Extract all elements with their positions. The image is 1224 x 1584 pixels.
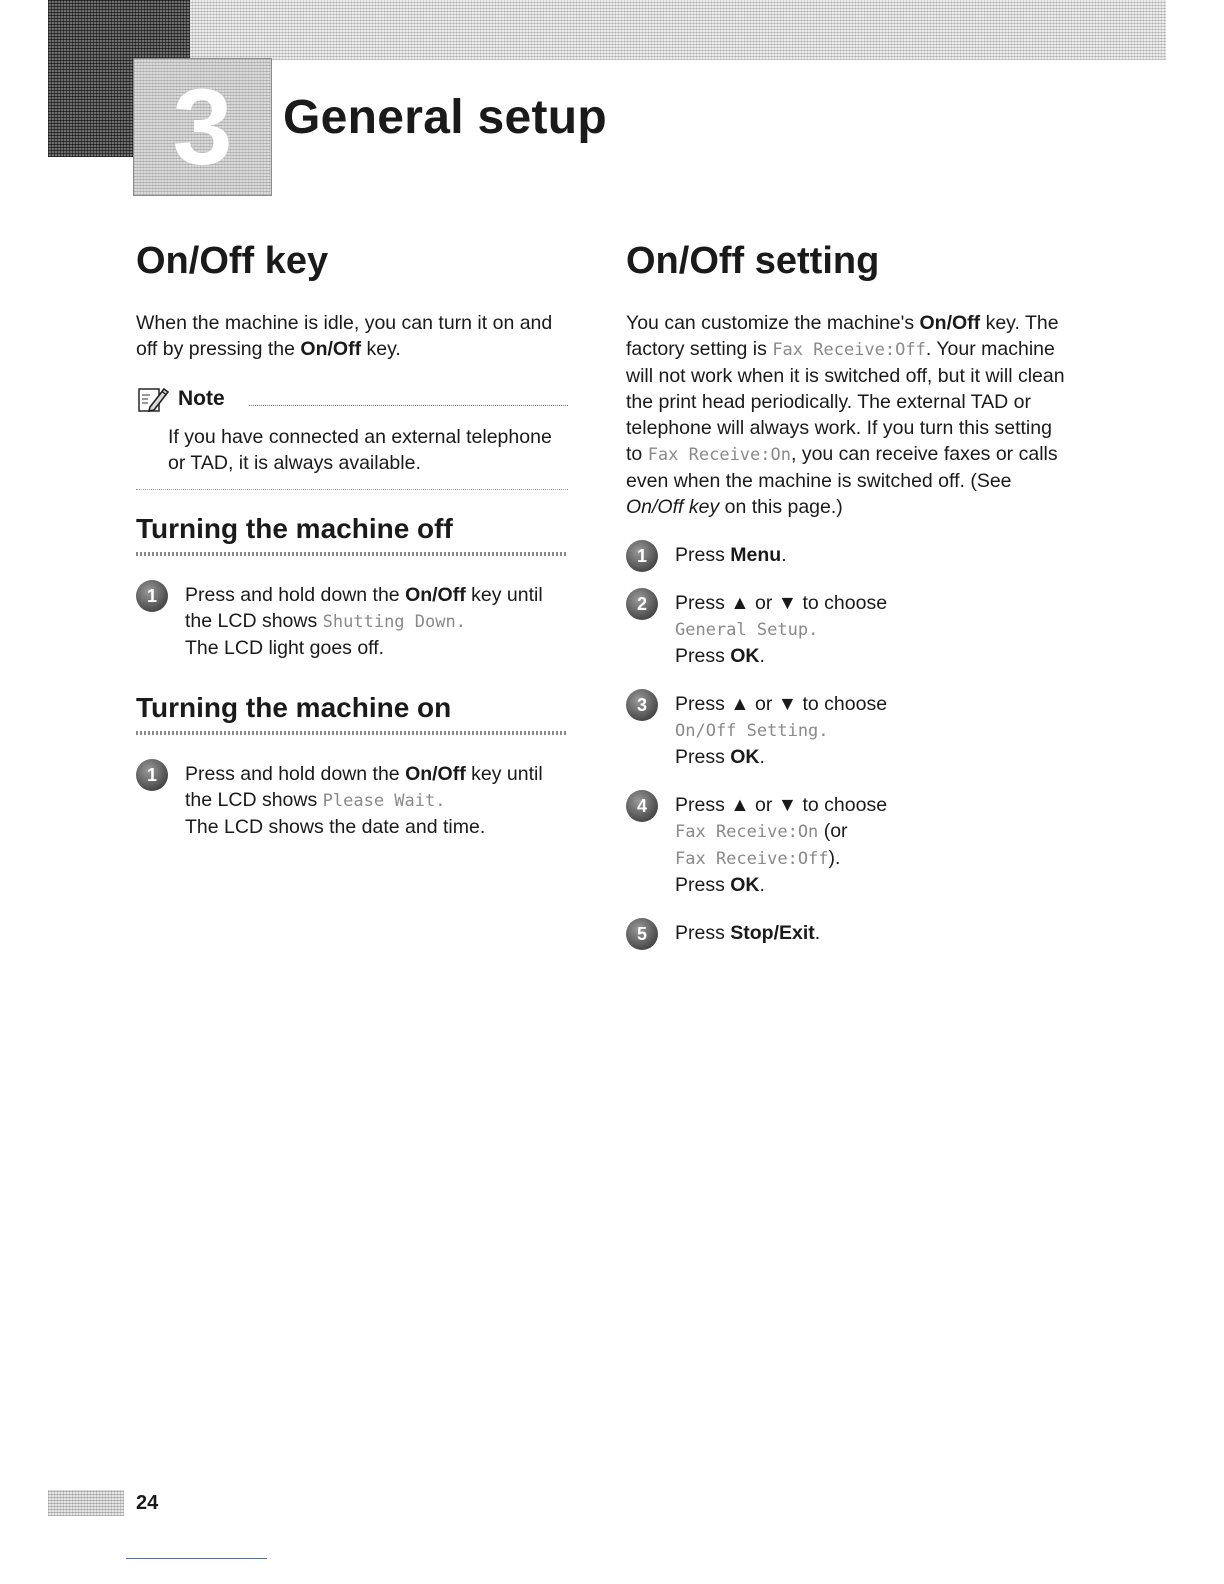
setting-step-2: [626, 590, 1066, 669]
step-text-part: to choose: [797, 794, 888, 816]
lcd-punct: .: [808, 620, 819, 640]
intro-text: on this page.): [719, 496, 843, 518]
step-number-badge: 1: [136, 759, 168, 791]
step-number-badge: 4: [626, 790, 658, 822]
section-title-turn-off: Turning the machine off: [136, 513, 453, 544]
step-text-part: Press: [675, 922, 731, 944]
step-text: [675, 542, 1066, 568]
right-column: [626, 238, 1066, 946]
step-text-part: .: [781, 544, 787, 566]
ok-key-label: OK: [730, 746, 760, 768]
step-text-part: Press: [675, 874, 731, 896]
onoff-key-label: On/Off: [405, 763, 466, 785]
step-text-part: Press: [675, 592, 731, 614]
menu-key-label: Menu: [730, 544, 782, 566]
section-divider: [136, 552, 568, 556]
chapter-number: 3: [172, 66, 233, 187]
up-arrow-icon: ▲: [730, 794, 750, 816]
intro-text-end: key.: [361, 338, 401, 360]
step-text-part: key until the LCD shows: [185, 763, 543, 811]
section-divider: [136, 731, 568, 735]
down-arrow-icon: ▼: [777, 693, 798, 715]
note-label: Note: [178, 387, 225, 410]
step-text: [675, 590, 1066, 669]
intro-text: . Your machine will not work when it is switched off, but it will clean the print head periodically. The external TAD or telephone will always work. If you turn this setting to: [626, 338, 1065, 465]
step-text-part: or: [749, 592, 778, 614]
step-text-part: .: [814, 922, 821, 944]
setting-step-3: [626, 691, 1066, 770]
ok-key-label: OK: [730, 874, 760, 896]
step-text-part: or: [749, 794, 778, 816]
intro-text: You can customize the machine's: [626, 312, 920, 334]
intro-text: When the machine is idle, you can turn it on and off by pressing the: [136, 312, 553, 360]
step-text-part: Press: [675, 645, 731, 667]
lcd-message: Fax Receive:On: [647, 445, 791, 465]
lcd-punct: .: [818, 721, 829, 741]
section-title-turn-on: Turning the machine on: [136, 692, 452, 723]
step-number-badge: 1: [136, 580, 168, 612]
chapter-title: General setup: [283, 91, 608, 144]
lcd-message: Shutting Down: [322, 612, 456, 632]
step-text-part: Press and hold down the: [185, 763, 406, 785]
up-arrow-icon: ▲: [730, 592, 750, 614]
ok-key-label: OK: [730, 645, 760, 667]
step-text: [675, 691, 1066, 770]
page-number-pattern: [48, 1490, 124, 1516]
step-text-part: key until the LCD shows: [185, 584, 543, 632]
intro-text: , you can receive faxes or calls even when the machine is switched off. (See: [626, 443, 1058, 492]
step-text-part: The LCD shows the date and time.: [185, 816, 486, 838]
step-text-part: ).: [828, 847, 841, 869]
step-number-badge: 3: [626, 689, 658, 721]
step-turn-off: [136, 582, 568, 661]
up-arrow-icon: ▲: [730, 693, 750, 715]
step-text-part: to choose: [797, 592, 888, 614]
step-number-badge: 1: [626, 540, 658, 572]
step-text-part: Press and hold down the: [185, 584, 406, 606]
lcd-message: On/Off Setting: [675, 721, 819, 741]
step-text-part: Press: [675, 544, 731, 566]
lcd-message: Fax Receive:Off: [675, 849, 829, 869]
step-text: [185, 582, 568, 661]
step-text-part: to choose: [797, 693, 888, 715]
down-arrow-icon: ▼: [777, 794, 798, 816]
section-title-onoff-key: On/Off key: [136, 240, 329, 282]
step-turn-on: [136, 761, 568, 840]
setting-step-5: [626, 920, 1066, 946]
onoff-key-intro: [136, 310, 568, 362]
step-text-part: (or: [818, 820, 848, 842]
step-text-part: Press: [675, 794, 731, 816]
step-number-badge: 5: [626, 918, 658, 950]
step-text-part: The LCD light goes off.: [185, 637, 385, 659]
header-band: [48, 0, 1166, 60]
footer-rule: [126, 1558, 267, 1559]
left-column: [136, 238, 568, 840]
step-text-part: .: [759, 645, 765, 667]
cross-reference: On/Off key: [626, 496, 720, 518]
step-text-part: Press: [675, 746, 731, 768]
setting-step-4: [626, 792, 1066, 898]
step-text-part: Press: [675, 693, 731, 715]
step-text: [185, 761, 568, 840]
step-text: [675, 920, 1066, 946]
note-pencil-icon: [136, 383, 172, 415]
lcd-message: Please Wait: [322, 791, 436, 811]
note-divider: [249, 392, 568, 406]
note-header: [136, 382, 568, 416]
step-number-badge: 2: [626, 588, 658, 620]
stop-exit-key-label: Stop/Exit: [730, 922, 815, 944]
setting-step-1: [626, 542, 1066, 568]
page-number-block: [48, 1490, 158, 1516]
lcd-message: General Setup: [675, 620, 809, 640]
chapter-number-box: [133, 58, 272, 196]
page-number: 24: [136, 1491, 159, 1514]
lcd-message: Fax Receive:Off: [772, 340, 926, 360]
onoff-setting-intro: [626, 310, 1066, 520]
onoff-key-label: On/Off: [405, 584, 466, 606]
step-text-part: .: [759, 874, 765, 896]
onoff-key-label: On/Off: [919, 312, 981, 334]
step-text-part: or: [749, 693, 778, 715]
note-text: If you have connected an external telephone or TAD, it is always available.: [168, 426, 552, 474]
lcd-punct: .: [435, 791, 446, 811]
lcd-message: Fax Receive:On: [675, 822, 819, 842]
intro-text: key. The factory setting is: [626, 312, 1059, 360]
onoff-key-label: On/Off: [300, 338, 362, 360]
step-text: [675, 792, 1066, 898]
section-title-onoff-setting: On/Off setting: [626, 240, 880, 282]
step-text-part: .: [759, 746, 765, 768]
lcd-punct: .: [455, 612, 466, 632]
down-arrow-icon: ▼: [777, 592, 798, 614]
note-end-divider: [136, 476, 568, 490]
